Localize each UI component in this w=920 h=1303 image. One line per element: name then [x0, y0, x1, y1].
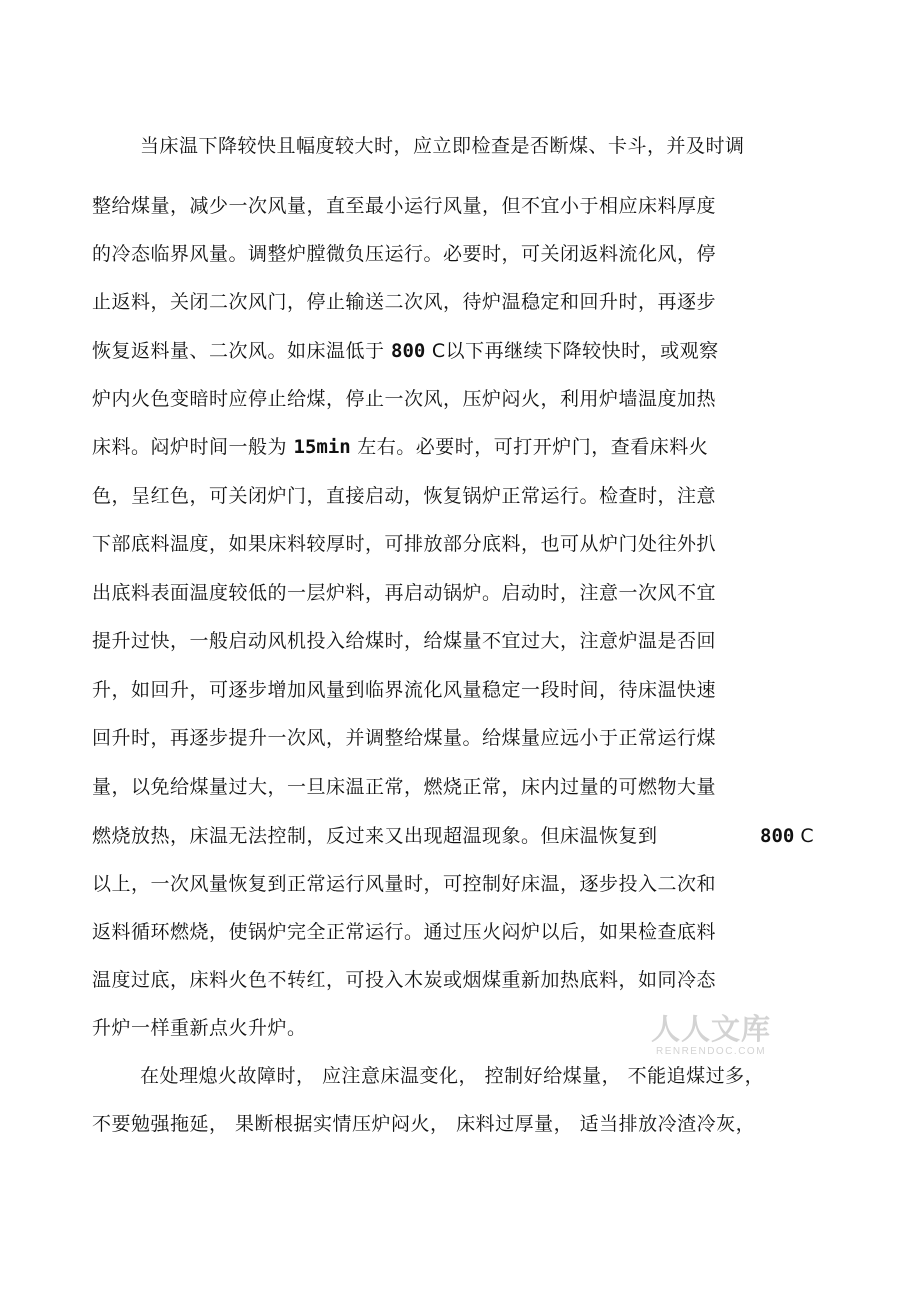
text-line: 整给煤量，减少一次风量，直至最小运行风量，但不宜小于相应床料厚度	[92, 195, 717, 217]
text-line: 燃烧放热，床温无法控制，反过来又出现超温现象。但床温恢复到	[92, 825, 658, 847]
duration-value: 15min	[293, 436, 351, 458]
text-line: 以上，一次风量恢复到正常运行风量时，可控制好床温，逐步投入二次和	[92, 873, 717, 895]
text-line: 下部底料温度，如果床料较厚时，可排放部分底料，也可从炉门处往外扒	[92, 533, 717, 555]
text-line	[92, 339, 719, 363]
text-line: 不要勉强拖延， 果断根据实情压炉闷火， 床料过厚量， 适当排放冷渣冷灰，	[92, 1113, 756, 1135]
text-segment: C以下再继续下降较快时，或观察	[425, 340, 719, 362]
text-segment: 恢复返料量、二次风。如床温低于	[92, 340, 392, 362]
temperature-reading	[760, 824, 814, 848]
temperature-value: 800	[391, 340, 426, 362]
text-segment: 左右。必要时，可打开炉门，查看床料火	[350, 436, 709, 458]
text-line: 量，以免给煤量过大，一旦床温正常，燃烧正常，床内过量的可燃物大量	[92, 776, 717, 798]
text-line: 色，呈红色，可关闭炉门，直接启动，恢复锅炉正常运行。检查时，注意	[92, 485, 717, 507]
text-line: 当床温下降较快且幅度较大时，应立即检查是否断煤、卡斗，并及时调	[140, 135, 745, 157]
text-line: 炉内火色变暗时应停止给煤，停止一次风，压炉闷火，利用炉墙温度加热	[92, 388, 717, 410]
text-line: 温度过底，床料火色不转红，可投入木炭或烟煤重新加热底料，如同冷态	[92, 969, 717, 991]
text-line: 升，如回升，可逐步增加风量到临界流化风量稳定一段时间，待床温快速	[92, 679, 717, 701]
temperature-unit: C	[800, 825, 814, 847]
text-segment: 床料。闷炉时间一般为	[92, 436, 294, 458]
text-line: 回升时，再逐步提升一次风，并调整给煤量。给煤量应远小于正常运行煤	[92, 727, 717, 749]
text-line: 在处理熄火故障时， 应注意床温变化， 控制好给煤量， 不能追煤过多，	[140, 1065, 765, 1087]
text-line: 的冷态临界风量。调整炉膛微负压运行。必要时，可关闭返料流化风，停	[92, 243, 717, 265]
watermark-title: 人人文库	[650, 1012, 771, 1046]
text-line: 出底料表面温度较低的一层炉料，再启动锅炉。启动时，注意一次风不宜	[92, 582, 717, 604]
text-line: 返料循环燃烧，使锅炉完全正常运行。通过压火闷炉以后，如果检查底料	[92, 921, 717, 943]
text-line: 止返料，关闭二次风门，停止输送二次风，待炉温稳定和回升时，再逐步	[92, 291, 717, 313]
temperature-value: 800	[760, 825, 795, 847]
watermark-logo	[646, 1012, 776, 1058]
text-line	[92, 435, 708, 459]
watermark-subtitle: RENRENDOC.COM	[655, 1046, 767, 1057]
text-line: 升炉一样重新点火升炉。	[92, 1017, 307, 1039]
text-line: 提升过快，一般启动风机投入给煤时，给煤量不宜过大，注意炉温是否回	[92, 630, 717, 652]
